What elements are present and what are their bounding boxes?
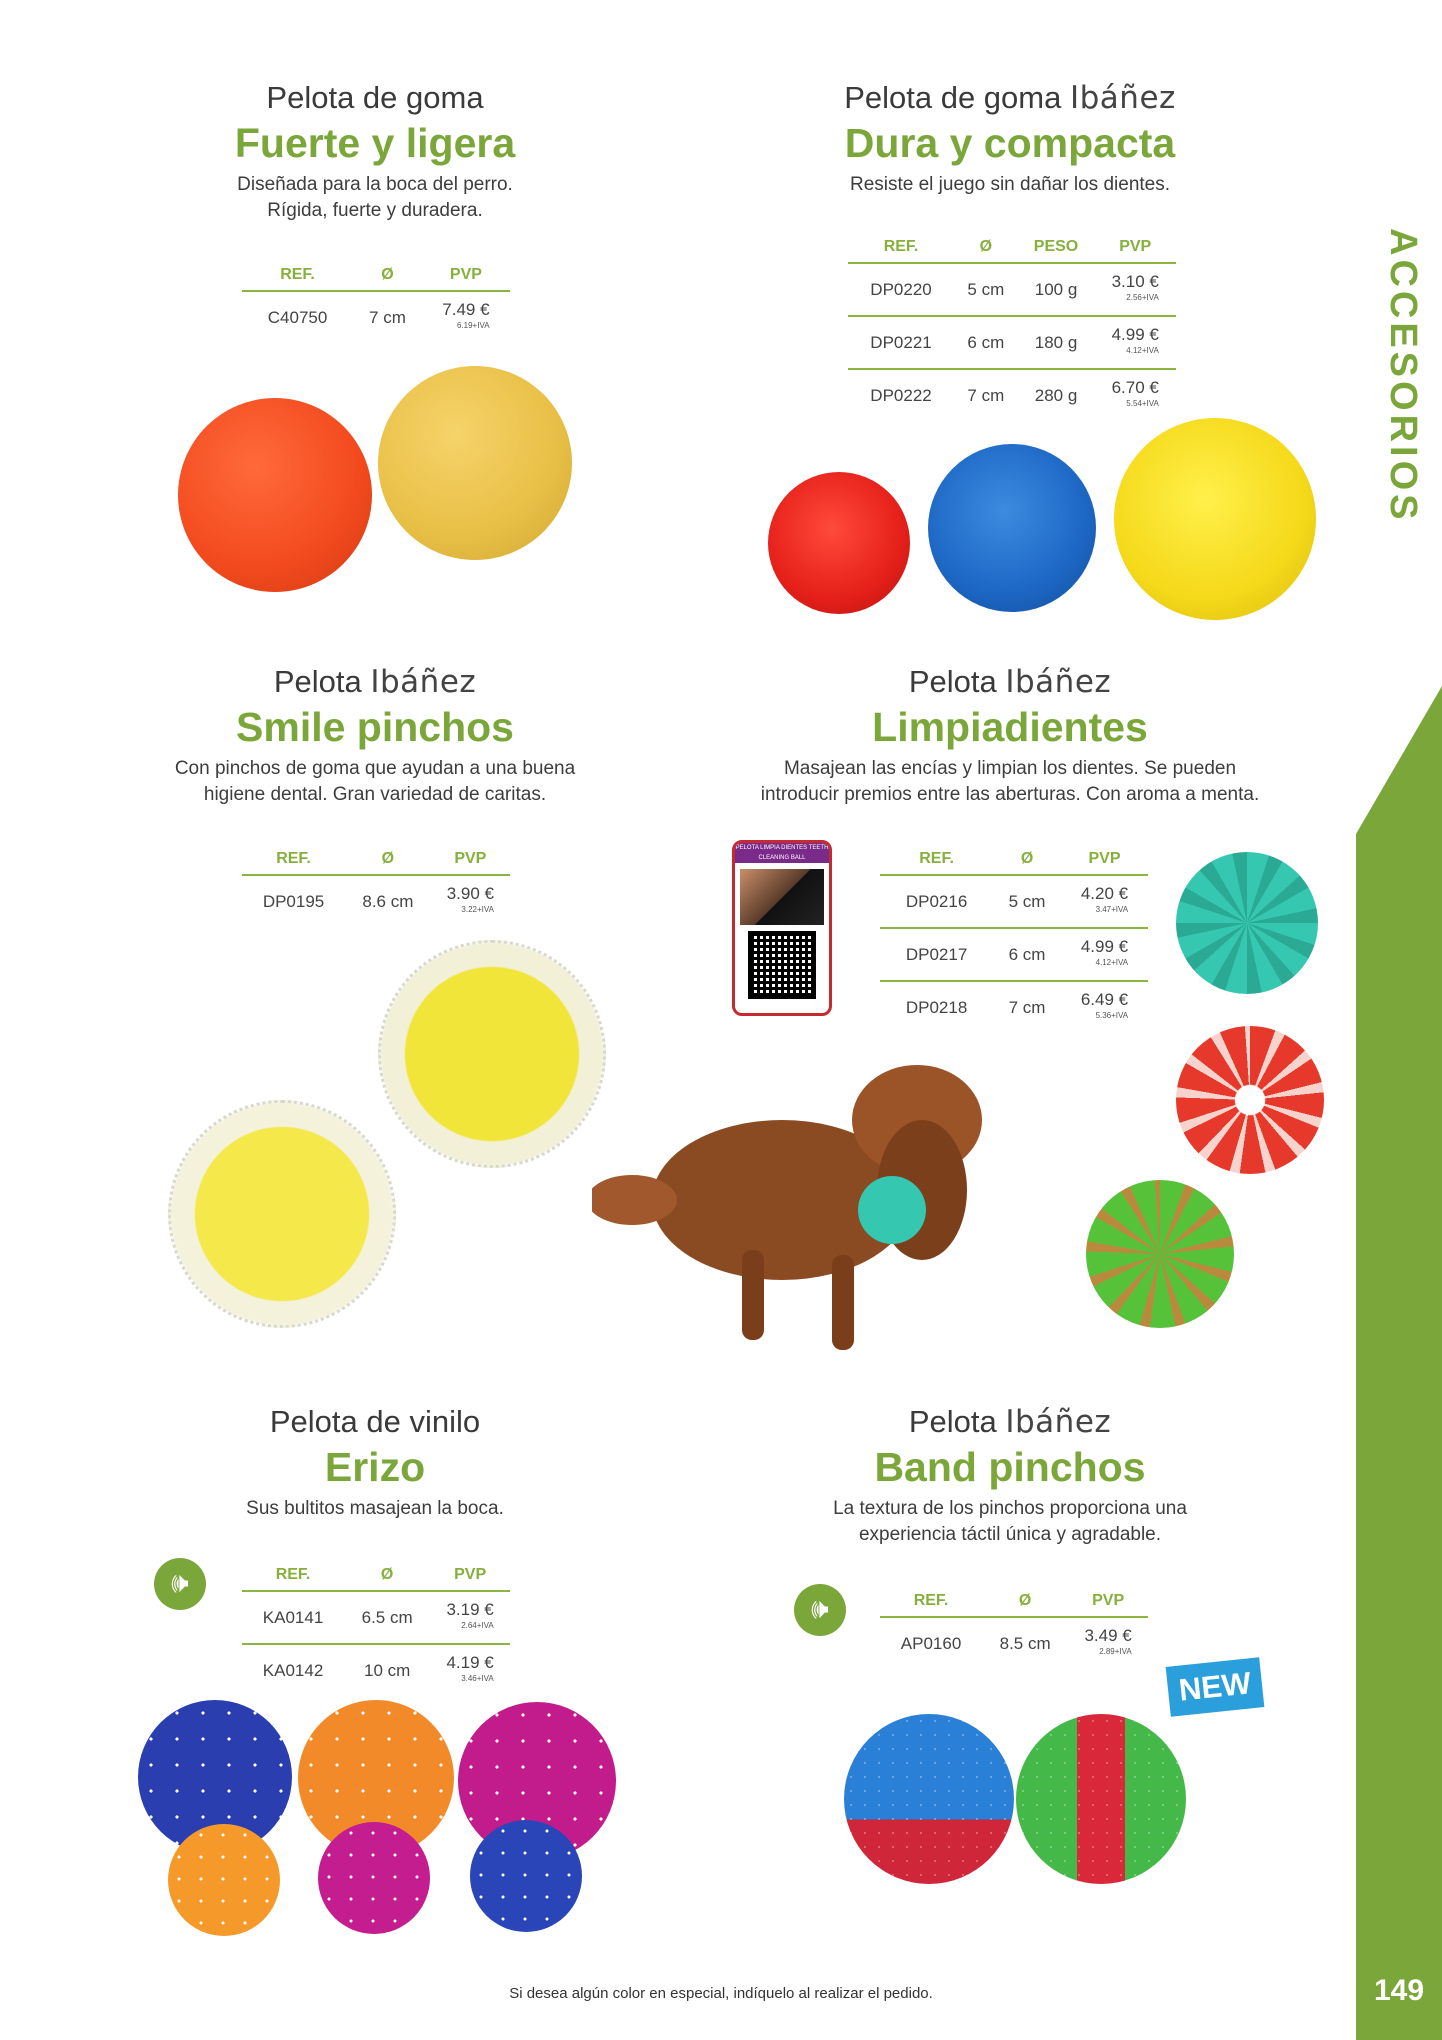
- side-tab: [1356, 686, 1442, 2040]
- table-row: DP0218 7 cm 6.49 € 5.36+IVA: [905, 990, 1129, 1020]
- sound-icon: 🕪: [794, 1584, 846, 1636]
- product-subtitle: Pelota Ibáñez: [908, 1404, 1112, 1440]
- brand-logo: Ibáñez: [1005, 1404, 1112, 1440]
- yellow-ball: [1114, 418, 1316, 620]
- green-dental-ball: [1086, 1180, 1234, 1328]
- product-title: Fuerte y ligera: [234, 120, 516, 166]
- product-description: Sus bultitos masajean la boca.: [246, 1498, 504, 1519]
- dog-leg: [832, 1255, 854, 1350]
- product-smile-pinchos: [150, 664, 600, 808]
- product-title: Band pinchos: [874, 1444, 1146, 1490]
- footnote: Si desea algún color en especial, indíquelo al realizar el pedido.: [509, 1985, 933, 2002]
- product-band-pinchos: [790, 1404, 1230, 1548]
- orange-hedgehog-ball: [168, 1824, 280, 1936]
- dog-photo: [592, 1030, 1032, 1370]
- table-row: KA0141 6.5 cm 3.19 € 2.64+IVA: [242, 1591, 510, 1644]
- product-erizo: [150, 1404, 600, 1522]
- table-row: KA0142 10 cm 4.19 € 3.46+IVA: [262, 1653, 494, 1683]
- product-title: Erizo: [324, 1444, 426, 1490]
- smile-spiky-ball: [168, 1100, 396, 1328]
- sound-icon: 🕪: [154, 1558, 206, 1610]
- table-row: DP0195 8.6 cm 3.90 € 3.22+IVA: [262, 884, 494, 914]
- new-badge: NEW: [1166, 1657, 1265, 1717]
- spec-table: REF. Ø PVP DP0216 5 cm 4.20 € 3.47+IVA DP0217 6 cm 4.99 € 4.12+IVA DP0218 7 cm 6.49 € 5.36+IVA: [880, 846, 1148, 1033]
- product-description: La textura de los pinchos proporciona una experiencia táctil única y agradable.: [833, 1498, 1187, 1545]
- product-limpiadientes: [740, 664, 1280, 808]
- teal-ball-in-mouth: [858, 1176, 926, 1244]
- brand-logo: Ibáñez: [370, 664, 477, 700]
- product-title: Limpiadientes: [872, 704, 1148, 750]
- product-subtitle: Pelota de vinilo: [269, 1404, 481, 1439]
- product-description: Con pinchos de goma que ayudan a una buena higiene dental. Gran variedad de caritas.: [174, 758, 576, 805]
- product-subtitle: Pelota de goma: [266, 80, 484, 115]
- red-dental-ball: [1176, 1026, 1324, 1174]
- product-title: Smile pinchos: [236, 704, 514, 750]
- section-label: ACCESORIOS: [1382, 228, 1424, 524]
- spec-table: REF. Ø PVP KA0141 6.5 cm 3.19 € 2.64+IVA KA0142 10 cm 4.19 € 3.46+IVA: [242, 1562, 510, 1696]
- dog-leg: [742, 1250, 764, 1340]
- brand-logo: Ibáñez: [1069, 80, 1176, 116]
- table-row: DP0222 7 cm 280 g 6.70 € 5.54+IVA: [870, 378, 1159, 408]
- product-subtitle: Pelota de goma Ibáñez: [844, 80, 1176, 116]
- spec-table: REF. Ø PVP DP0195 8.6 cm 3.90 € 3.22+IVA: [242, 846, 510, 927]
- product-subtitle: Pelota Ibáñez: [908, 664, 1112, 700]
- spec-table: REF. Ø PESO PVP DP0220 5 cm 100 g 3.10 € 2.56+IVA DP0221 6 cm 180 g 4.99 € 4.12+IVA DP0222 7 cm 280 g 6.70 € 5.54+IVA: [848, 234, 1176, 421]
- product-title: Dura y compacta: [844, 120, 1176, 166]
- green-red-band-ball: [1016, 1714, 1186, 1884]
- smile-spiky-ball: [378, 940, 606, 1168]
- table-row: DP0216 5 cm 4.20 € 3.47+IVA: [880, 875, 1148, 928]
- qr-video-card[interactable]: [732, 840, 832, 1016]
- table-row: DP0217 6 cm 4.99 € 4.12+IVA: [880, 928, 1148, 981]
- qr-card-title: PELOTA LIMPIA DIENTES TEETH CLEANING BALL: [735, 845, 829, 861]
- table-row: DP0221 6 cm 180 g 4.99 € 4.12+IVA: [848, 316, 1176, 369]
- table-row: C40750 7 cm 7.49 € 6.19+IVA: [267, 300, 490, 330]
- blue-hedgehog-ball: [470, 1820, 582, 1932]
- product-description: Diseñada para la boca del perro. Rígida, fuerte y duradera.: [237, 174, 513, 221]
- product-description: Masajean las encías y limpian los dientes. Se pueden introducir premios entre las aberturas. Con aroma a menta.: [760, 758, 1260, 805]
- orange-ball: [178, 398, 372, 592]
- page-number: 149: [1373, 1974, 1425, 2007]
- video-thumbnail: [740, 869, 824, 925]
- product-dura-compacta: [790, 80, 1230, 198]
- red-ball: [768, 472, 910, 614]
- product-fuerte-ligera: [150, 80, 600, 224]
- magenta-hedgehog-ball: [318, 1822, 430, 1934]
- blue-ball: [928, 444, 1096, 612]
- product-subtitle: Pelota Ibáñez: [273, 664, 477, 700]
- qr-code-icon[interactable]: [748, 931, 816, 999]
- product-description: Resiste el juego sin dañar los dientes.: [849, 174, 1171, 195]
- table-row: AP0160 8.5 cm 3.49 € 2.89+IVA: [900, 1626, 1132, 1656]
- teal-dental-ball: [1176, 852, 1318, 994]
- blue-red-band-ball: [844, 1714, 1014, 1884]
- table-row: DP0220 5 cm 100 g 3.10 € 2.56+IVA: [848, 263, 1176, 316]
- brand-logo: Ibáñez: [1005, 664, 1112, 700]
- side-tab-notch: [1356, 686, 1442, 834]
- yellow-ball: [378, 366, 572, 560]
- spec-table: REF. Ø PVP C40750 7 cm 7.49 € 6.19+IVA: [242, 262, 510, 343]
- spec-table: REF. Ø PVP AP0160 8.5 cm 3.49 € 2.89+IVA: [880, 1588, 1148, 1669]
